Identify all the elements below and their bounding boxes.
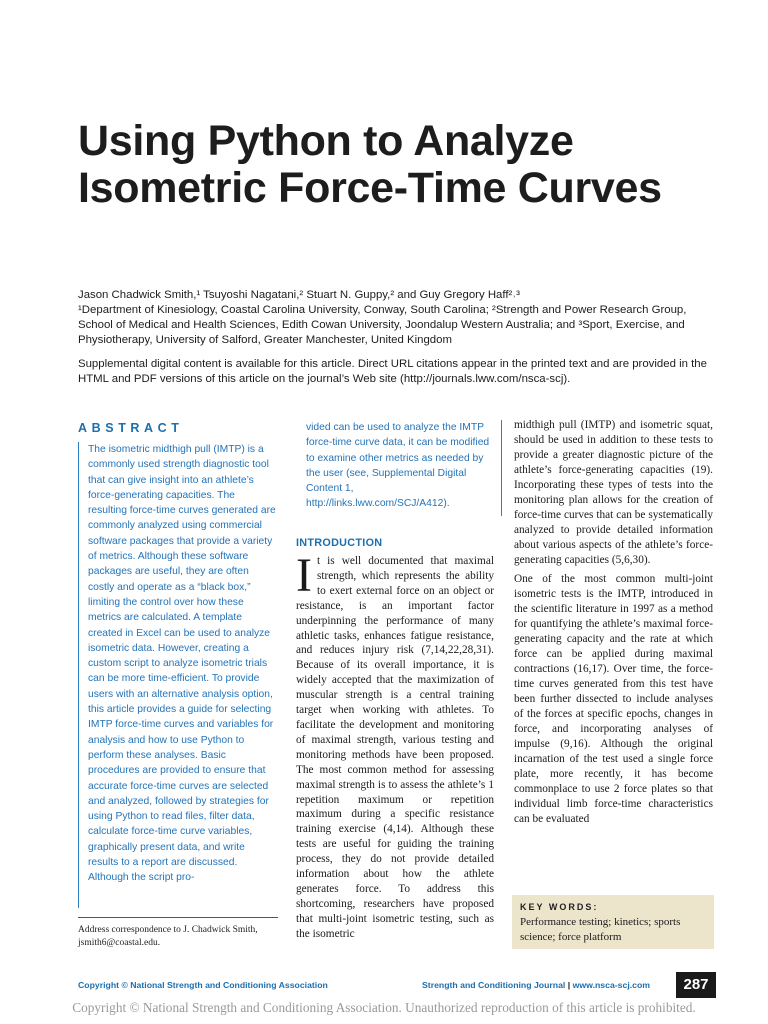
body-paragraph-1: midthigh pull (IMTP) and isometric squat, should be used in addition to these tests to provide a greater diagnostic picture of the athlete’s force-generating capacities (19). Incorporating these types of tests into the monitoring plan allows for the creation of force-time curves that can be systematically analyzed to provide detailed information about various aspects of the athlete’s force-generating capacities (5,6,30). xyxy=(514,419,713,566)
footer-separator: | xyxy=(567,980,571,990)
copyright-org: National Strength and Conditioning Association xyxy=(130,980,328,990)
journal-name: Strength and Conditioning Journal xyxy=(422,980,566,990)
affiliations: ¹Department of Kinesiology, Coastal Carolina University, Conway, South Carolina; ²Strength and Power Research Group, School of Medical and Health Sciences, Edith Cowan University, Joondalup Western Australia; and ³Sport, Exercise, and Physiotherapy, University of Salford, Greater Manchester, United Kingdom xyxy=(78,304,687,346)
article-title: Using Python to Analyze Isometric Force-Time Curves xyxy=(78,117,662,212)
footer-copyright xyxy=(78,980,328,990)
page-number: 287 xyxy=(676,972,716,998)
body-column-3 xyxy=(514,418,713,831)
abstract-text-part1: The isometric midthigh pull (IMTP) is a commonly used strength diagnostic tool that can give insight into an athlete’s force-generating capacities. The resulting force-time curves generated are commonly analyzed using commercial software packages that provide a variety of metrics. Although these software packages are useful, they are often costly and operate as a “black box,” limiting the control over how these metrics are calculated. A template created in Excel can be used to analyze isometric data. However, creating a custom script to analyze isometric trials can be more time-efficient. To provide users with an alternative analysis option, this article provides a guide for selecting IMTP force-time curves and variables for analysis and how to use Python to perform these analyses. Basic procedures are provided to ensure that accurate force-time curves are selected and analyzed, followed by strategies for using Python to read files, filter data, calculate force-time curve variables, graphically present data, and write results to a report are discussed. Although the script pro- xyxy=(78,442,276,908)
body-paragraph-2: One of the most common multi-joint isometric tests is the IMTP, introduced in the scientific literature in 1997 as a method for quantifying the athlete’s maximal force-generating capacity and the rate at which force can be applied during maximal contractions (16,17). Over time, the force-time curves generated from this test have been further dissected to include analyses of the forces at specific epochs, changes in force, and incorporating analyses of impulse (9,16). Although the original incarnation of the test used a single force plate, more recently, it has become commonplace to use 2 force plates so that individual limb force-time characteristics can be evaluated xyxy=(514,573,713,825)
introduction-paragraph: t is well documented that maximal strength, which represents the ability to exert external force on an object or resistance, is an important factor underpinning the performance of many athletic tasks, enhances fatigue resistance, and reduces injury risk (7,14,22,28,31). Because of its overall importance, it is widely accepted that the maximization of muscular strength is a central training target when working with athletes. To facilitate the development and monitoring of maximal strength, various testing and monitoring methods have been proposed. The most common method for assessing maximal strength is to assess the athlete’s 1 repetition maximum or repetition maximum during a specific resistance training exercise (4,14). Although these tests are useful for guiding the training process, they do not provide detailed information about how the athlete generates force. To address this shortcoming, researchers have proposed that multi-joint isometric testing, such as the isometric xyxy=(296,555,494,940)
keywords-box xyxy=(512,895,714,949)
abstract-heading: ABSTRACT xyxy=(78,421,184,435)
abstract-text-part2: vided can be used to analyze the IMTP force-time curve data, it can be modified to examine other metrics as needed by the user (see, Supplemental Digital Content 1, http://links.lww.com/SCJ/A412). xyxy=(296,420,502,516)
footer-journal xyxy=(422,980,650,990)
introduction-text xyxy=(296,549,494,942)
journal-website-link[interactable]: www.nsca-scj.com xyxy=(572,980,651,990)
introduction-heading: INTRODUCTION xyxy=(296,537,383,549)
drop-cap: I xyxy=(296,549,312,602)
supplemental-note: Supplemental digital content is available for this article. Direct URL citations appear in the printed text and are provided in the HTML and PDF versions of this article on the journal’s Web site (http://journals.lww.com/nsca-scj). xyxy=(78,358,707,385)
author-names: Jason Chadwick Smith,¹ Tsuyoshi Nagatani,² Stuart N. Guppy,² and Guy Gregory Haff²˒³ xyxy=(78,289,520,301)
copyright-watermark: Copyright © National Strength and Conditioning Association. Unauthorized reproduction of this article is prohibited. xyxy=(72,1000,696,1015)
copyright-icon: © xyxy=(121,980,128,990)
keywords-heading: KEY WORDS: xyxy=(520,902,599,912)
copyright-label: Copyright xyxy=(78,980,120,990)
correspondence-note: Address correspondence to J. Chadwick Smith, jsmith6@coastal.edu. xyxy=(78,917,278,949)
author-block xyxy=(78,288,718,348)
keywords-list: Performance testing; kinetics; sports science; force platform xyxy=(520,916,681,943)
